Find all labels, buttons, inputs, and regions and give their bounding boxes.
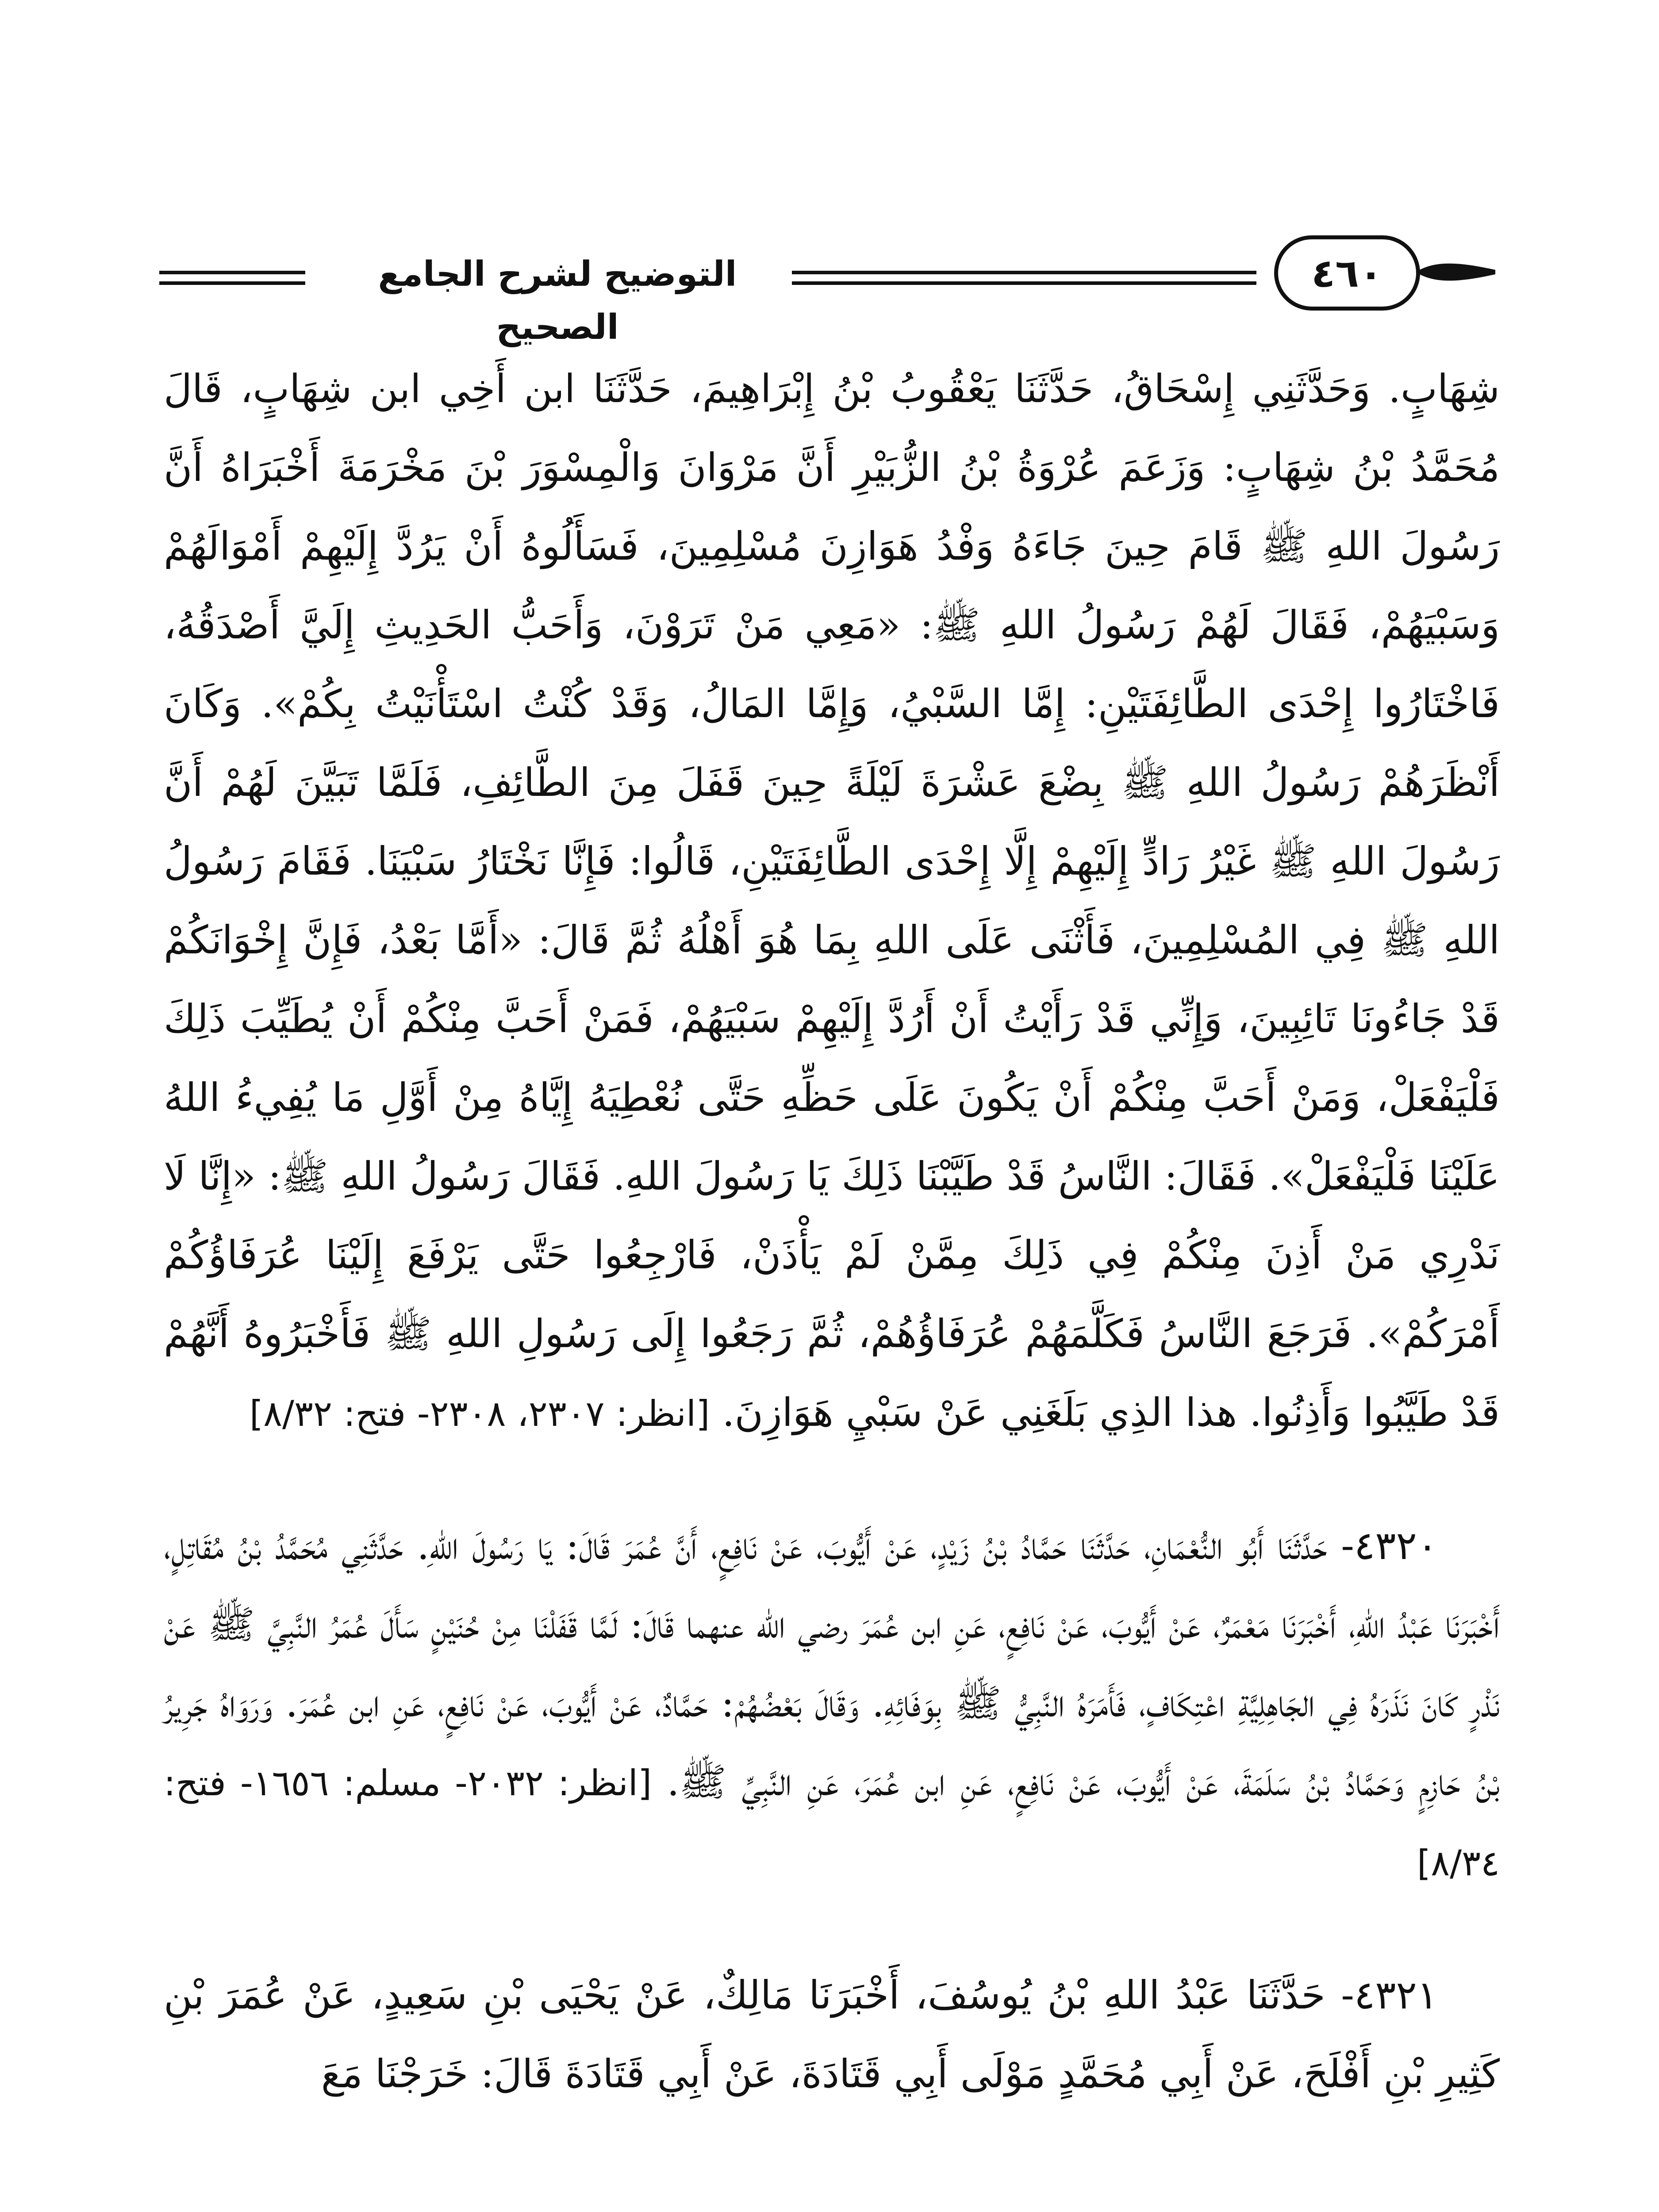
cross-reference: [انظر: ٢٠٣٢- مسلم: ١٦٥٦- فتح: ٨/٣٤]	[164, 1763, 1500, 1884]
header-rule-right	[792, 271, 1256, 274]
hadith-text: شِهَابٍ. وَحَدَّثَنِي إِسْحَاقُ، حَدَّثَنَا يَعْقُوبُ بْنُ إِبْرَاهِيمَ، حَدَّثَنَا ابن أَخِي ابن شِهَابٍ، قَالَ مُحَمَّدُ بْنُ شِهَابٍ: وَزَعَمَ عُرْوَةُ بْنُ الزُّبَيْرِ أَنَّ مَرْوَانَ وَالْمِسْوَرَ بْنَ مَخْرَمَةَ أَخْبَرَاهُ أَنَّ رَسُولَ اللهِ ﷺ قَامَ حِينَ جَاءَهُ وَفْدُ هَوَازِنَ مُسْلِمِينَ، فَسَأَلُوهُ أَنْ يَرُدَّ إِلَيْهِمْ أَمْوَالَهُمْ وَسَبْيَهُمْ، فَقَالَ لَهُمْ رَسُولُ اللهِ ﷺ: «مَعِي مَنْ تَرَوْنَ، وَأَحَبُّ الحَدِيثِ إِلَيَّ أَصْدَقُهُ، فَاخْتَارُوا إِحْدَى الطَّائِفَتَيْنِ: إِمَّا السَّبْيُ، وَإِمَّا المَالُ، وَقَدْ كُنْتُ اسْتَأْنَيْتُ بِكُمْ». وَكَانَ أَنْظَرَهُمْ رَسُولُ اللهِ ﷺ بِضْعَ عَشْرَةَ لَيْلَةً حِينَ قَفَلَ مِنَ الطَّائِفِ، فَلَمَّا تَبَيَّنَ لَهُمْ أَنَّ رَسُولَ اللهِ ﷺ غَيْرُ رَادٍّ إِلَيْهِمْ إِلَّا إِحْدَى الطَّائِفَتَيْنِ، قَالُوا: فَإِنَّا نَخْتَارُ سَبْيَنَا. فَقَامَ رَسُولُ اللهِ ﷺ فِي المُسْلِمِينَ، فَأَثْنَى عَلَى اللهِ بِمَا هُوَ أَهْلُهُ ثُمَّ قَالَ: «أَمَّا بَعْدُ، فَإِنَّ إِخْوَانَكُمْ قَدْ جَاءُونَا تَائِبِينَ، وَإِنِّي قَدْ رَأَيْتُ أَنْ أَرُدَّ إِلَيْهِمْ سَبْيَهُمْ، فَمَنْ أَحَبَّ مِنْكُمْ أَنْ يُطَيِّبَ ذَلِكَ فَلْيَفْعَلْ، وَمَنْ أَحَبَّ مِنْكُمْ أَنْ يَكُونَ عَلَى حَظِّهِ حَتَّى نُعْطِيَهُ إِيَّاهُ مِنْ أَوَّلِ مَا يُفِيءُ اللهُ عَلَيْنَا فَلْيَفْعَلْ». فَقَالَ: النَّاسُ قَدْ طَيَّبْنَا ذَلِكَ يَا رَسُولَ اللهِ. فَقَالَ رَسُولُ اللهِ ﷺ: «إِنَّا لَا نَدْرِي مَنْ أَذِنَ مِنْكُمْ فِي ذَلِكَ مِمَّنْ لَمْ يَأْذَنْ، فَارْجِعُوا حَتَّى يَرْفَعَ إِلَيْنَا عُرَفَاؤُكُمْ أَمْرَكُمْ». فَرَجَعَ النَّاسُ فَكَلَّمَهُمْ عُرَفَاؤُهُمْ، ثُمَّ رَجَعُوا إِلَى رَسُولِ اللهِ ﷺ فَأَخْبَرُوهُ أَنَّهُمْ قَدْ طَيَّبُوا وَأَذِنُوا. هذا الذِي بَلَغَنِي عَنْ سَبْيِ هَوَازِنَ.	[164, 366, 1500, 1435]
hadith-text: ٤٣٢١- حَدَّثَنَا عَبْدُ اللهِ بْنُ يُوسُفَ، أَخْبَرَنَا مَالِكٌ، عَنْ يَحْيَى بْنِ سَعِيدٍ، عَنْ عُمَرَ بْنِ كَثِيرِ بْنِ أَفْلَحَ، عَنْ أَبِي مُحَمَّدٍ مَوْلَى أَبِي قَتَادَةَ، عَنْ أَبِي قَتَادَةَ قَالَ: خَرَجْنَا مَعَ	[164, 1972, 1500, 2097]
cross-reference: [انظر: ٢٣٠٧، ٢٣٠٨- فتح: ٨/٣٢]	[249, 1393, 710, 1434]
main-text	[164, 349, 1500, 2113]
book-title: التوضيح لشرح الجامع الصحيح	[378, 254, 737, 347]
hadith-text: ٤٣٢٠- حَدَّثَنَا أَبُو النُّعْمَانِ، حَدَّثَنَا حَمَّادُ بْنُ زَيْدٍ، عَنْ أَيُّوبَ، عَنْ نَافِعٍ، أَنَّ عُمَرَ قَالَ: يَا رَسُولَ اللهِ. حَدَّثَنِي مُحَمَّدُ بْنُ مُقَاتِلٍ، أَخْبَرَنَا عَبْدُ اللهِ، أَخْبَرَنَا مَعْمَرٌ، عَنْ أَيُّوبَ، عَنْ نَافِعٍ، عَنِ ابن عُمَرَ رضي الله عنهما قَالَ: لَمَّا قَفَلْنَا مِنْ حُنَيْنٍ سَأَلَ عُمَرُ النَّبِيَّ ﷺ عَنْ نَذْرٍ كَانَ نَذَرَهُ فِي الجَاهِلِيَّةِ اعْتِكَافٍ، فَأَمَرَهُ النَّبِيُّ ﷺ بِوَفَائِهِ. وَقَالَ بَعْضُهُمْ: حَمَّادٌ، عَنْ أَيُّوبَ، عَنْ نَافِعٍ، عَنِ ابن عُمَرَ. وَرَوَاهُ جَرِيرُ بْنُ حَازِمٍ وَحَمَّادُ بْنُ سَلَمَةَ، عَنْ أَيُّوبَ، عَنْ نَافِعٍ، عَنِ ابن عُمَرَ، عَنِ النَّبِيِّ ﷺ.	[164, 1523, 1500, 1805]
running-header	[159, 230, 1495, 347]
paragraph-hadith-continued	[164, 349, 1500, 1453]
page-number: ٤٦٠	[1274, 235, 1420, 311]
header-rule-left	[159, 271, 305, 274]
ornament-icon	[1416, 257, 1495, 288]
paragraph-hadith-4320	[164, 1506, 1500, 1903]
paragraph-hadith-4321	[164, 1956, 1500, 2113]
